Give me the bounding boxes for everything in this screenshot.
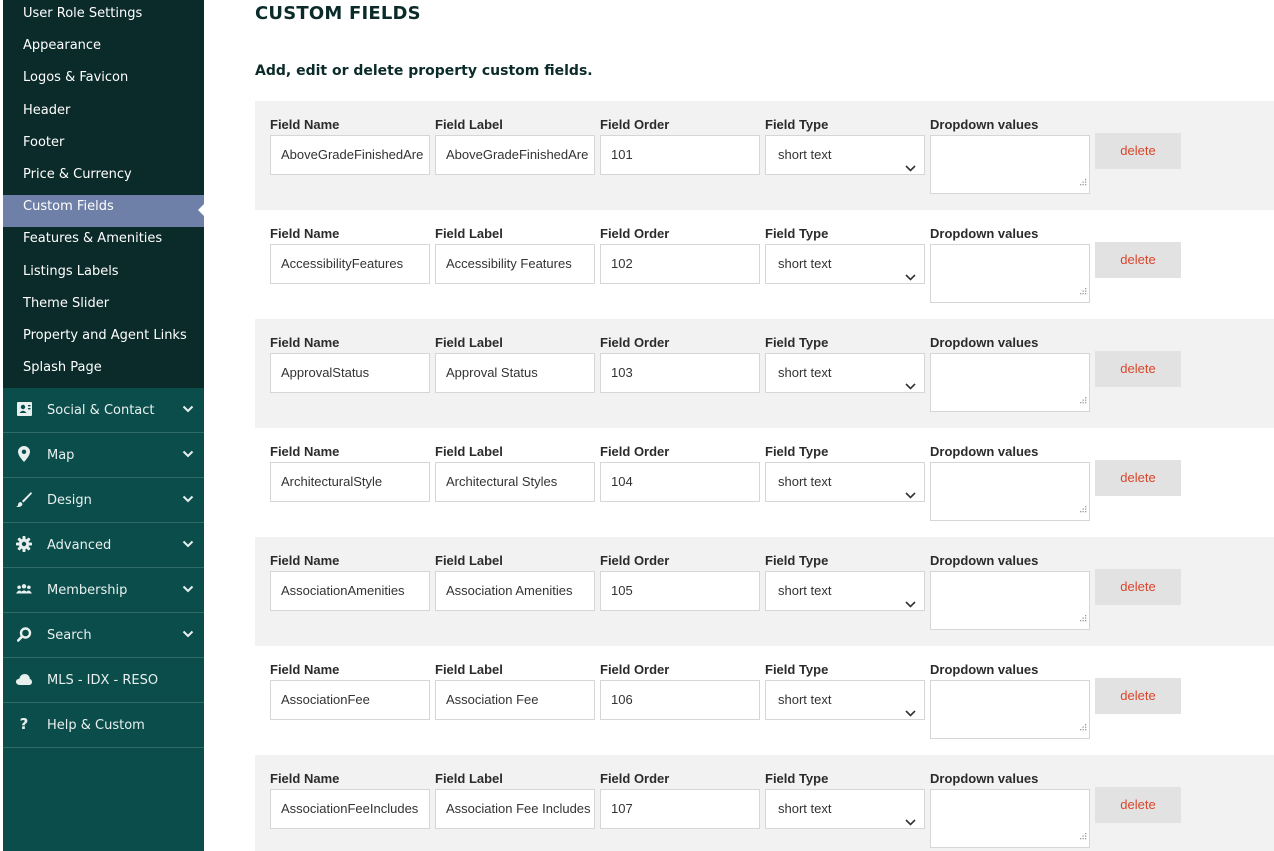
question-icon	[16, 716, 32, 732]
field-name-input[interactable]	[270, 571, 430, 611]
chevron-down-icon	[182, 582, 194, 597]
field-label-input[interactable]	[435, 462, 595, 502]
custom-field-row	[255, 210, 1274, 319]
sidebar-section-map[interactable]	[3, 433, 204, 478]
field-order-label: Field Order	[600, 771, 670, 786]
field-order-input[interactable]	[600, 244, 760, 284]
sidebar-section-label: MLS - IDX - RESO	[47, 673, 159, 689]
field-name-input-value: AboveGradeFinishedAre	[281, 147, 424, 162]
dropdown-values-label: Dropdown values	[930, 117, 1039, 132]
field-order-label: Field Order	[600, 662, 670, 677]
brush-icon	[16, 491, 32, 507]
chevron-down-icon	[905, 149, 916, 175]
users-icon	[16, 581, 32, 597]
field-order-input[interactable]	[600, 680, 760, 720]
field-order-input-value: 106	[611, 692, 633, 707]
sidebar-submenu	[3, 0, 204, 388]
field-label-input[interactable]	[435, 353, 595, 393]
field-type-label: Field Type	[765, 226, 829, 241]
chevron-down-icon	[182, 492, 194, 507]
sidebar-item-splash-page[interactable]: Splash Page	[23, 360, 102, 376]
field-type-label: Field Type	[765, 117, 829, 132]
resize-grip-icon[interactable]	[1079, 172, 1087, 191]
sidebar-section-label: Social & Contact	[47, 403, 155, 419]
field-label-input[interactable]	[435, 680, 595, 720]
field-name-input[interactable]	[270, 789, 430, 829]
field-order-label: Field Order	[600, 117, 670, 132]
field-type-select[interactable]	[765, 680, 925, 720]
field-name-input[interactable]	[270, 135, 430, 175]
delete-button[interactable]: delete	[1095, 569, 1181, 605]
field-label-input-value: Association Fee Includes	[446, 801, 591, 816]
custom-field-row	[255, 755, 1274, 851]
sidebar-section-design[interactable]	[3, 478, 204, 523]
dropdown-values-label: Dropdown values	[930, 226, 1039, 241]
field-order-label: Field Order	[600, 553, 670, 568]
field-type-select[interactable]	[765, 244, 925, 284]
dropdown-values-label: Dropdown values	[930, 335, 1039, 350]
field-label-input[interactable]	[435, 135, 595, 175]
field-type-select-value: short text	[778, 147, 832, 162]
dropdown-values-textarea[interactable]	[930, 680, 1090, 739]
dropdown-values-textarea[interactable]	[930, 571, 1090, 630]
field-type-label: Field Type	[765, 662, 829, 677]
delete-button[interactable]: delete	[1095, 351, 1181, 387]
chevron-down-icon	[182, 402, 194, 417]
sidebar-item-price-currency[interactable]: Price & Currency	[23, 166, 132, 182]
contact-card-icon	[16, 401, 32, 417]
sidebar-section-mls-idx-reso[interactable]	[3, 658, 204, 703]
field-name-input[interactable]	[270, 462, 430, 502]
sidebar-section-label: Search	[47, 628, 92, 644]
sidebar-section-search[interactable]	[3, 613, 204, 658]
dropdown-values-textarea[interactable]	[930, 135, 1090, 194]
field-label-input-value: Approval Status	[446, 365, 538, 380]
dropdown-values-textarea[interactable]	[930, 462, 1090, 521]
field-type-label: Field Type	[765, 771, 829, 786]
custom-field-row	[255, 319, 1274, 428]
field-type-select[interactable]	[765, 462, 925, 502]
sidebar-section-label: Map	[47, 448, 75, 464]
map-pin-icon	[16, 446, 32, 462]
field-name-label: Field Name	[270, 771, 340, 786]
sidebar-section-label: Membership	[47, 583, 128, 599]
dropdown-values-label: Dropdown values	[930, 662, 1039, 677]
field-label-input-value: Association Fee	[446, 692, 539, 707]
field-label-label: Field Label	[435, 117, 503, 132]
custom-field-row	[255, 428, 1274, 537]
sidebar-item-appearance[interactable]: Appearance	[23, 38, 102, 54]
sidebar-section-help-custom[interactable]	[3, 703, 204, 748]
field-type-label: Field Type	[765, 335, 829, 350]
chevron-down-icon	[905, 585, 916, 611]
chevron-down-icon	[182, 447, 194, 462]
dropdown-values-textarea[interactable]	[930, 789, 1090, 848]
field-name-label: Field Name	[270, 662, 340, 677]
field-label-label: Field Label	[435, 335, 503, 350]
field-order-input-value: 103	[611, 365, 633, 380]
field-type-select-value: short text	[778, 256, 832, 271]
dropdown-values-label: Dropdown values	[930, 553, 1039, 568]
gear-icon	[16, 536, 32, 552]
resize-grip-icon[interactable]	[1079, 390, 1087, 409]
field-order-input[interactable]	[600, 353, 760, 393]
field-label-input-value: Architectural Styles	[446, 474, 558, 489]
field-name-label: Field Name	[270, 444, 340, 459]
sidebar-section-social-contact[interactable]	[3, 388, 204, 433]
chevron-down-icon	[182, 627, 194, 642]
custom-field-row	[255, 537, 1274, 646]
field-order-input[interactable]	[600, 571, 760, 611]
sidebar-sections	[3, 388, 204, 748]
field-name-input[interactable]	[270, 680, 430, 720]
delete-button[interactable]: delete	[1095, 133, 1181, 169]
field-type-select-value: short text	[778, 474, 832, 489]
svg-text:?: ?	[19, 716, 29, 733]
field-order-label: Field Order	[600, 226, 670, 241]
sidebar-section-label: Design	[47, 493, 92, 509]
dropdown-values-textarea[interactable]	[930, 244, 1090, 303]
field-type-label: Field Type	[765, 444, 829, 459]
field-order-input-value: 107	[611, 801, 633, 816]
chevron-down-icon	[905, 258, 916, 284]
field-label-label: Field Label	[435, 226, 503, 241]
cloud-icon	[16, 671, 32, 687]
chevron-down-icon	[905, 803, 916, 829]
field-label-input[interactable]	[435, 571, 595, 611]
resize-grip-icon[interactable]	[1079, 608, 1087, 627]
field-type-select[interactable]	[765, 135, 925, 175]
field-label-input-value: Association Amenities	[446, 583, 573, 598]
field-label-input[interactable]	[435, 244, 595, 284]
field-label-input-value: AboveGradeFinishedAre	[446, 147, 589, 162]
delete-button[interactable]: delete	[1095, 460, 1181, 496]
sidebar-section-membership[interactable]	[3, 568, 204, 613]
sidebar-item-listings-labels[interactable]: Listings Labels	[23, 263, 119, 279]
search-icon	[16, 626, 32, 642]
custom-fields-list	[255, 101, 1274, 851]
field-name-label: Field Name	[270, 117, 340, 132]
sidebar-item-custom-fields[interactable]: Custom Fields	[3, 195, 204, 227]
page-title: CUSTOM FIELDS	[255, 3, 421, 24]
field-order-input-value: 104	[611, 474, 633, 489]
sidebar-item-header[interactable]: Header	[23, 102, 71, 118]
field-type-label: Field Type	[765, 553, 829, 568]
field-name-input[interactable]	[270, 353, 430, 393]
field-name-input-value: AssociationFeeIncludes	[281, 801, 419, 816]
dropdown-values-textarea[interactable]	[930, 353, 1090, 412]
resize-grip-icon[interactable]	[1079, 826, 1087, 845]
field-name-label: Field Name	[270, 553, 340, 568]
field-type-select-value: short text	[778, 583, 832, 598]
resize-grip-icon[interactable]	[1079, 281, 1087, 300]
field-name-input-value: ApprovalStatus	[281, 365, 370, 380]
field-label-label: Field Label	[435, 771, 503, 786]
delete-button[interactable]: delete	[1095, 787, 1181, 823]
field-type-select-value: short text	[778, 692, 832, 707]
field-name-label: Field Name	[270, 226, 340, 241]
chevron-down-icon	[905, 476, 916, 502]
field-label-label: Field Label	[435, 662, 503, 677]
sidebar-section-label: Help & Custom	[47, 718, 145, 734]
delete-button[interactable]: delete	[1095, 242, 1181, 278]
field-name-label: Field Name	[270, 335, 340, 350]
sidebar-section-advanced[interactable]	[3, 523, 204, 568]
sidebar-item-logos-favicon[interactable]: Logos & Favicon	[23, 70, 129, 86]
sidebar	[3, 0, 204, 851]
field-type-select-value: short text	[778, 801, 832, 816]
sidebar-item-footer[interactable]: Footer	[23, 134, 65, 150]
chevron-down-icon	[905, 694, 916, 720]
field-label-input[interactable]	[435, 789, 595, 829]
field-order-input[interactable]	[600, 789, 760, 829]
field-order-input[interactable]	[600, 462, 760, 502]
dropdown-values-label: Dropdown values	[930, 444, 1039, 459]
custom-field-row	[255, 101, 1274, 210]
sidebar-item-user-role-settings[interactable]: User Role Settings	[23, 6, 143, 21]
resize-grip-icon[interactable]	[1079, 499, 1087, 518]
chevron-down-icon	[905, 367, 916, 393]
dropdown-values-label: Dropdown values	[930, 771, 1039, 786]
field-order-input-value: 102	[611, 256, 633, 271]
field-name-input-value: AssociationAmenities	[281, 583, 405, 598]
chevron-down-icon	[182, 537, 194, 552]
field-order-label: Field Order	[600, 444, 670, 459]
resize-grip-icon[interactable]	[1079, 717, 1087, 736]
field-type-select[interactable]	[765, 789, 925, 829]
field-name-input-value: ArchitecturalStyle	[281, 474, 383, 489]
field-label-label: Field Label	[435, 444, 503, 459]
sidebar-item-property-and-agent-links[interactable]: Property and Agent Links	[23, 327, 187, 343]
field-order-input-value: 101	[611, 147, 633, 162]
custom-field-row	[255, 646, 1274, 755]
field-order-label: Field Order	[600, 335, 670, 350]
field-label-label: Field Label	[435, 553, 503, 568]
field-type-select[interactable]	[765, 353, 925, 393]
field-type-select[interactable]	[765, 571, 925, 611]
field-name-input[interactable]	[270, 244, 430, 284]
page-subtitle: Add, edit or delete property custom fields.	[255, 63, 593, 79]
field-name-input-value: AccessibilityFeatures	[281, 256, 404, 271]
field-order-input-value: 105	[611, 583, 633, 598]
sidebar-item-theme-slider[interactable]: Theme Slider	[23, 295, 110, 311]
sidebar-section-label: Advanced	[47, 538, 112, 554]
sidebar-item-features-amenities[interactable]: Features & Amenities	[23, 231, 163, 247]
delete-button[interactable]: delete	[1095, 678, 1181, 714]
field-label-input-value: Accessibility Features	[446, 256, 572, 271]
field-type-select-value: short text	[778, 365, 832, 380]
field-order-input[interactable]	[600, 135, 760, 175]
field-name-input-value: AssociationFee	[281, 692, 370, 707]
